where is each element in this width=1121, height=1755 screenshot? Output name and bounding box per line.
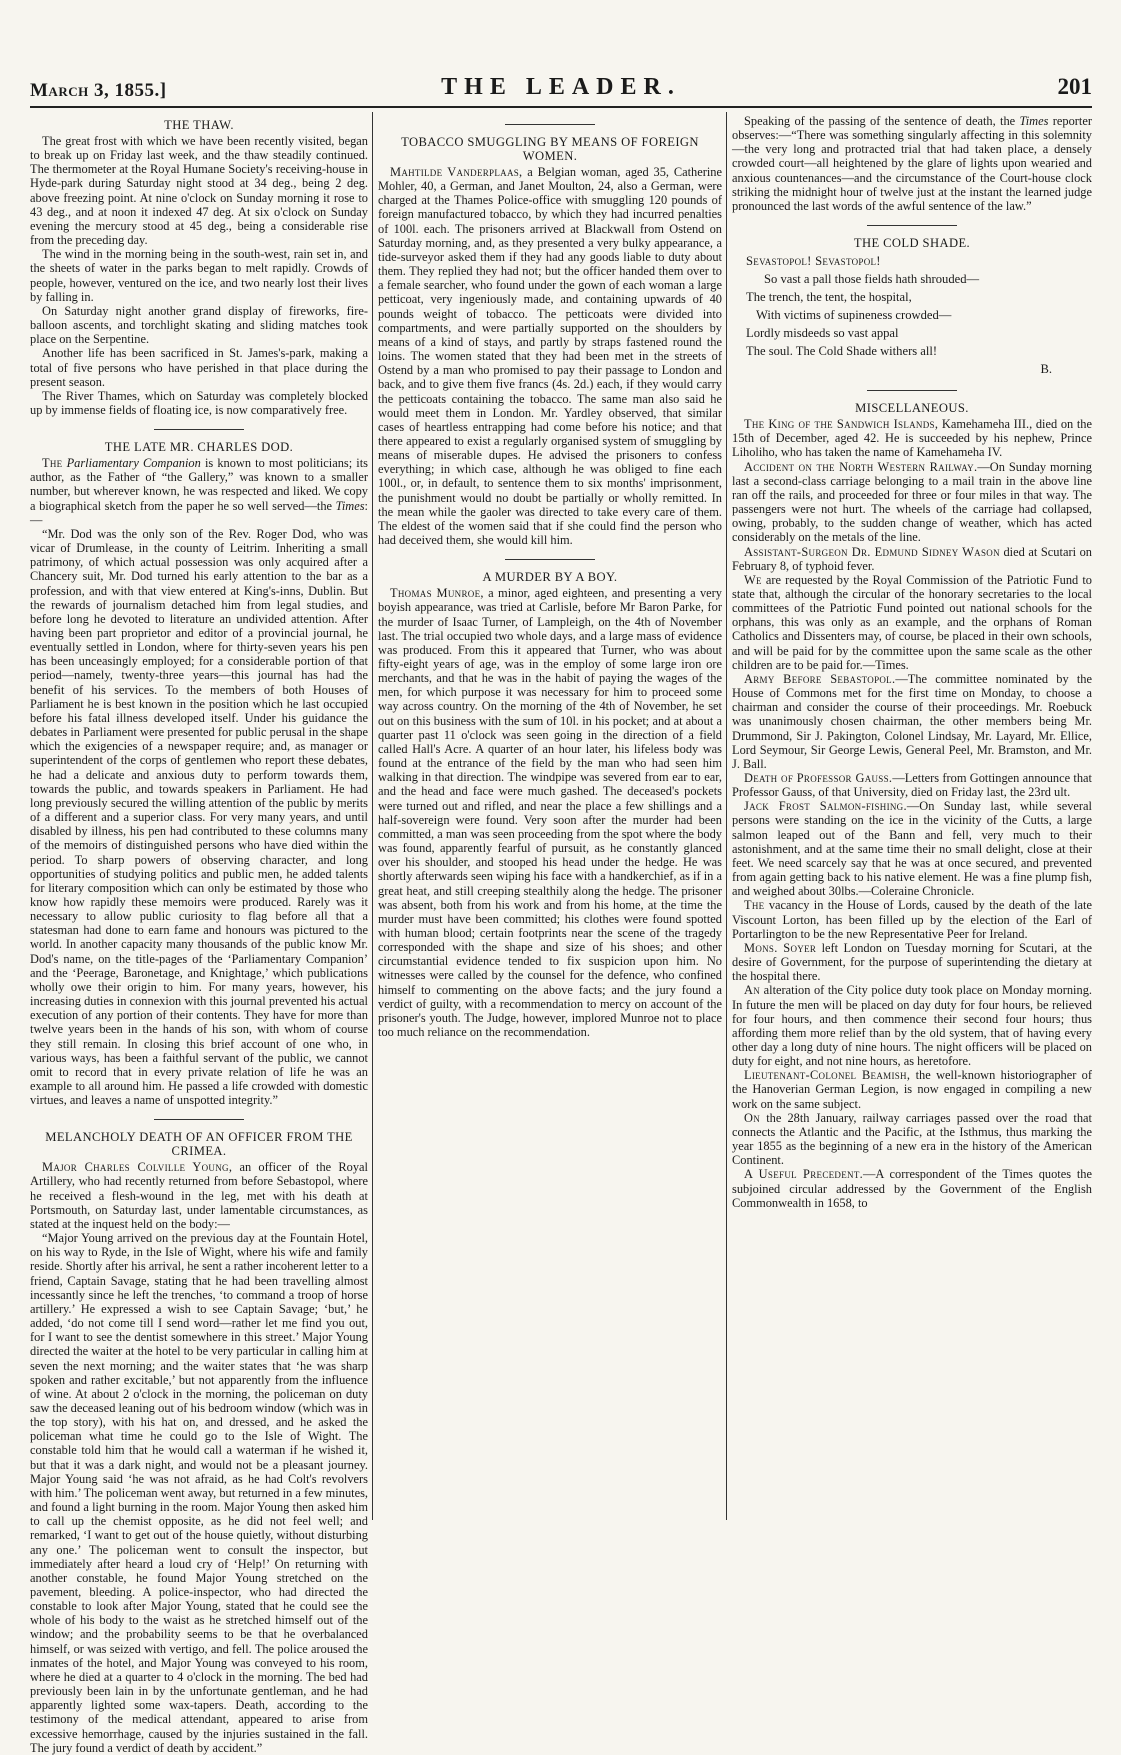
lead-text: Assistant-Surgeon Dr. Edmund Sidney Wason xyxy=(744,544,1000,559)
paragraph: The wind in the morning being in the south-west, rain set in, and the sheets of water in the parks began to melt rapidly. Crowds of people, however, ventured on the ice, and two nearly lost their lives by falling in. xyxy=(30,247,368,304)
misc-item xyxy=(732,898,1092,940)
body-text: —On Sunday last, while several persons were standing on the ice in the vicinity of the Cutts, a large salmon leaped out of the Bann and fell, very much to their astonishment, and at the same time their no small delight, close at their feet. We need scarcely say that he was at once secured, and prevented from again getting back to his native element. He was a fine plump fish, and weighed about 30lbs.—Coleraine Chronicle. xyxy=(732,799,1092,899)
poem-line: Sevastopol! Sevastopol! xyxy=(746,254,881,269)
body-text: —A correspondent of the Times quotes the subjoined circular addressed by the Government of the English Commonwealth in 1658, to xyxy=(732,1167,1092,1210)
header-rule xyxy=(30,106,1092,108)
body-text: are requested by the Royal Commission of the Patriotic Fund to state that, although the circular of the honorary secretaries to the local committees of the Patriotic Fund pointed out national schools for the orphans, this was only as an example, and the orphans of Roman Catholics and Dissenters may, of course, be placed in their own schools, and will be paid for by the committee upon the same scale as the other children are to be paid for.—Times. xyxy=(732,572,1092,672)
misc-item xyxy=(732,1068,1092,1110)
section-rule xyxy=(867,225,957,226)
lead-text: Major Charles Colville Young, xyxy=(42,1160,233,1175)
body-text: :— xyxy=(30,498,368,527)
issue-date: March 3, 1855.] xyxy=(30,80,167,101)
publication-name: Parliamentary Companion xyxy=(66,456,201,471)
section-rule xyxy=(154,429,244,430)
paragraph: The River Thames, which on Saturday was completely blocked up by immense fields of floating ice, is now comparatively free. xyxy=(30,388,368,417)
article-title-dod: THE LATE MR. CHARLES DOD. xyxy=(104,440,294,455)
paragraph: The great frost with which we have been recently visited, began to break up on Friday last week, and the thaw steadily continued. The thermometer at the Royal Humane Society's receiving-house in Hyde-park during Saturday night stood at 34 deg., being 2 deg. above freezing point. At nine o'clock on Sunday morning it rose to 43 deg., and at noon it indexed 47 deg. At six o'clock on Sunday evening the mercury stood at 45 deg., being a considerable rise from the preceding day. xyxy=(30,134,368,248)
section-rule xyxy=(505,559,595,560)
body-text: a minor, aged eighteen, and presenting a very boyish appearance, was tried at Carlisle, before Mr Baron Parke, for the murder of Isaac Turner, of Lampleigh, on the 4th of November last. The trial occupied two whole days, and a large mass of evidence was produced. From this it appeared that Turner, who was about fifty-eight years of age, was in the employ of some large iron ore merchants, and that he was in the habit of paying the wages of the men, for which purpose it was necessary for him to proceed some way across country. On the morning of the 4th of November, he set out on this business with the sum of 10l. in his pocket; and at about a quarter past 11 o'clock was seen going in the direction of a field called Hall's Acre. A quarter of an hour later, his lifeless body was found at the entrance of the field by the man who had seen him walking in that direction. The windpipe was severed from ear to ear, and the head and face were much gashed. The deceased's pockets were turned out and rifled, and near the place a few shillings and a half-sovereign were found. Very soon after the murder had been committed, a man was seen proceeding from the spot where the body was found, apparently fearful of pursuit, as he constantly glanced over his shoulder, and stooped his head under the hedge. He was shortly afterwards seen wiping his face with a handkerchief, as if in a great heat, and still creeping stealthily along the hedge. The prisoner was absent, both from his work and from his home, at the time the murder must have been committed; his clothes were found spotted with human blood; certain footprints near the scene of the tragedy corresponded with the shape and size of his shoes; and other circumstantial evidence tended to fix suspicion upon him. No witnesses were called by the counsel for the defence, who confined himself to commenting on the above facts; and the jury found a verdict of guilty, with a recommendation to mercy on account of the prisoner's youth. The Judge, however, implored Munroe not to place too much reliance on the recommendation. xyxy=(378,586,722,1040)
body-text: died at Scutari on February 8, of typhoid fever. xyxy=(732,544,1092,573)
lead-text: Mons. Soyer xyxy=(744,940,817,955)
body-text: an officer of the Royal Artillery, who had recently returned from before Sebastopol, where he received a flesh-wound in the leg, met with his death at Portsmouth, on Saturday last, under lamentable circumstances, as stated at the inquest held on the body:— xyxy=(30,1160,368,1231)
paragraph: “Mr. Dod was the only son of the Rev. Roger Dod, who was vicar of Drumlease, in the county of Leitrim. Inheriting a small patrimony, of which actual possession was only acquired after a Chancery suit, Mr. Dod turned his early attention to the bar as a profession, and with that view entered at King's-inns, Dublin. But the rewards of journalism detached him from legal studies, and before long he devoted to literature an undivided attention. After having been part proprietor and editor of a provincial journal, he eventually settled in London, where for thirty-seven years his pen has been unceasingly employed; for a considerable portion of that period—namely, twenty-three years—this journal has had the benefit of his services. To the members of both Houses of Parliament he is best known in the position which he last occupied before his fatal illness developed itself. Under his guidance the debates in Parliament were presented for public perusal in the shape which the exigencies of a newspaper require; and, as manager or superintendent of the corps of gentlemen who report these debates, he had a delicate and anxious duty to perform towards them, towards the public, and towards speakers in Parliament. He had long previously secured the willing attention of the public by merits of a different and a superior class. For very many years, and until disabled by illness, his pen had contributed to these columns many of the memoirs of distinguished persons who have died within the period. To sharp powers of observing character, and long opportunities of studying politics and public men, he added talents for literary composition which can only be estimated by those who know how rapidly these memoirs were produced. Rarely was it necessary to allow public curiosity to flag before all that a statesman had done to earn fame and honours was pictured to the world. In another capacity many thousands of the public know Mr. Dod's name, on the title-pages of the ‘Parliamentary Companion’ and the ‘Peerage, Baronetage, and Knightage,’ which publications wholly owe their origin to him. For many years, however, his increasing duties in connexion with this journal prevented his actual execution of any portion of their contents. They have for more than twelve years been in the hands of his son, with whom of course they still remain. In closing this brief account of one who, in various ways, has been a faithful servant of the public, we cannot omit to record that in every private relation of life he was an example to all around him. He passed a life crowded with domestic virtues, and leaves a name of unspotted integrity.” xyxy=(30,526,368,1108)
body-text: a Belgian woman, aged 35, Catherine Mohler, 40, a German, and Janet Moulton, 24, also a German, were charged at the Thames Police-office with smuggling 120 pounds of foreign manufactured tobacco, by which they had incurred penalties of 100l. each. The prisoners arrived at Blackwall from Ostend on Saturday morning, and, as they presented a very bulky appearance, a tide-surveyor asked them if they had any goods liable to duty about them. They replied they had not; but the officer handed them over to a female searcher, who found under the gown of each woman a large petticoat, very ingeniously made, and containing upwards of 40 pounds weight of tobacco. The petticoats were divided into compartments, and were partially supported on the shoulders by means of a kind of stays, and partly by straps fastened round the loins. The women stated that they had been met in the streets of Ostend by a man who promised to pay their passage to London and back, and to give them five francs (4s. 2d.) each, if they would carry the petticoats containing the tobacco. The same man also said he would meet them in London. Mr. Yardley observed, that similar cases of heartless entrapping had come before his notice; and that there appeared to exist a regularly organised system of smuggling by means of miserable dupes. He advised the prisoners to confess everything; in which case, although he was obliged to fine each 100l., or, in default, to sentence them to six months' imprisonment, the punishment would no doubt be partially or wholly remitted. In the mean while the gaoler was directed to take every care of them. The eldest of the women said that if she could find the person who had deceived them, she would kill him. xyxy=(378,165,722,548)
lead-text: Thomas Munroe, xyxy=(390,586,484,601)
body-text: reporter observes:—“There was something singularly affecting in this solemnity—the very long and protracted trial that had taken place, a densely crowded court—all heightened by the glare of lights upon wearied and anxious countenances—and the circumstance of the Court-house clock striking the midnight hour of twelve just at the instant the learned judge pronounced the last words of the awful sentence of the law.” xyxy=(732,114,1092,213)
lead-text: Accident on the North Western Railway. xyxy=(744,459,978,474)
paragraph xyxy=(732,114,1092,213)
lead-text: The xyxy=(42,456,63,471)
misc-item xyxy=(732,771,1092,799)
body-text: the well-known historiographer of the Hanoverian German Legion, is now engaged in compiling a new work on the same subject. xyxy=(732,1068,1092,1111)
misc-item xyxy=(732,1167,1092,1209)
misc-item xyxy=(732,941,1092,983)
page-header xyxy=(30,70,1092,104)
column-2 xyxy=(378,114,722,1519)
body-text: is known to most politicians; its author, as the Father of “the Gallery,” was known to a smaller number, but wherever known, he was respected and liked. We copy a biographical sketch from the paper he so well served—the xyxy=(30,456,368,513)
article-title-tobacco: TOBACCO SMUGGLING BY MEANS OF FOREIGN WOMEN. xyxy=(401,135,699,163)
section-rule xyxy=(505,124,595,125)
poem-title: THE COLD SHADE. xyxy=(853,236,971,251)
page-number: 201 xyxy=(1057,74,1092,99)
body-text: vacancy in the House of Lords, caused by the death of the late Viscount Lorton, has been filled up by the election of the Earl of Portarlington to be the new Representative Peer for Ireland. xyxy=(732,898,1092,941)
lead-text: On xyxy=(744,1110,761,1125)
misc-item xyxy=(732,460,1092,545)
body-text: Kamehameha III., died on the 15th of December, aged 42. He is succeeded by his nephew, Prince Liholiho, who has taken the name of Kamehameha IV. xyxy=(732,417,1093,460)
poem-signature: B. xyxy=(1040,362,1052,377)
article-title-thaw: THE THAW. xyxy=(164,118,234,132)
lead-text: The King of the Sandwich Islands, xyxy=(744,417,939,432)
masthead-title: THE LEADER. xyxy=(441,74,681,100)
column-1 xyxy=(30,114,369,1755)
publication-name: Times xyxy=(1019,114,1049,128)
article-title-murder: A MURDER BY A BOY. xyxy=(482,570,618,585)
lead-text: The xyxy=(744,898,765,913)
paragraph: Another life has been sacrificed in St. James's-park, making a total of five persons who have perished in that place during the present season. xyxy=(30,346,368,389)
poem-line: So vast a pall those fields hath shrouded— xyxy=(764,272,980,287)
poem-line: The soul. The Cold Shade withers all! xyxy=(746,344,938,359)
misc-item xyxy=(732,983,1092,1068)
column-divider xyxy=(726,112,727,1520)
body-text: —On Sunday morning last a second-class carriage belonging to a mail train in the above line ran off the rails, and proceeded for three or four miles in that way. The passengers were not hurt. The wheels of the carriage had collapsed, owing, probably, to the sudden change of weather, which has acted considerably on the metals of the line. xyxy=(732,459,1092,545)
body-text: alteration of the City police duty took place on Monday morning. In future the men will be placed on day duty for four hours, be relieved for four hours, and then commence their second four hours; thus affording them more relief than by the old system, that of having every other day a long duty of nine hours. The night officers will be placed on duty for eight, and not nine hours, as heretofore. xyxy=(732,983,1092,1069)
misc-item xyxy=(732,545,1092,573)
poem-line: With victims of supineness crowded— xyxy=(756,308,952,323)
column-divider xyxy=(372,112,373,1520)
section-rule xyxy=(867,390,957,391)
body-text: —The committee nominated by the House of Commons met for the first time on Monday, to choose a chairman and consider the course of their proceedings. Mr. Roebuck was unanimously chosen chairman, the other members being Mr. Drummond, Sir J. Pakington, Colonel Lindsay, Mr. Layard, Mr. Ellice, Lord Seymour, Sir George Lewis, General Peel, Mr. Bramston, and Mr. J. Ball. xyxy=(732,671,1092,771)
lead-text: Army Before Sebastopol. xyxy=(744,671,896,686)
paragraph xyxy=(30,456,368,527)
paragraph xyxy=(30,1160,368,1231)
misc-item xyxy=(732,573,1092,672)
column-3 xyxy=(732,114,1092,1519)
article-title-misc: MISCELLANEOUS. xyxy=(855,401,969,416)
body-text: the 28th January, railway carriages passed over the road that connects the Atlantic and the Pacific, at the Isthmus, thus marking the year 1855 as the beginning of a new era in the history of the American Continent. xyxy=(732,1110,1092,1168)
paragraph xyxy=(378,165,722,547)
body-text: left London on Tuesday morning for Scutari, at the desire of Government, for the purpose of superintending the dietary at the hospital there. xyxy=(732,940,1092,984)
poem-line: The trench, the tent, the hospital, xyxy=(746,290,912,305)
lead-text: Jack Frost Salmon-fishing. xyxy=(744,799,907,814)
lead-text: A Useful Precedent. xyxy=(744,1167,864,1182)
misc-item xyxy=(732,1111,1092,1168)
publication-name: Times xyxy=(335,498,365,513)
lead-text: Mahtilde Vanderplaas, xyxy=(390,165,523,179)
lead-text: Lieutenant-Colonel Beamish, xyxy=(744,1068,911,1083)
misc-item xyxy=(732,799,1092,898)
lead-text: An xyxy=(744,983,761,998)
poem xyxy=(746,252,1092,378)
paragraph: On Saturday night another grand display of fireworks, fire-balloon ascents, and torchlight skating and sliding matches took place on the Serpentine. xyxy=(30,303,368,347)
paragraph: “Major Young arrived on the previous day at the Fountain Hotel, on his way to Ryde, in the Isle of Wight, where his wife and family reside. Shortly after his arrival, he sent a rather incoherent letter to a friend, Captain Savage, stating that he had been travelling almost incessantly since he left the trenches, ‘to command a troop of horse artillery.’ He expressed a wish to see Captain Savage; ‘but,’ he added, ‘do not come till I send word—rather let me find you out, for I want to see the dentist somewhere in this street.’ Major Young directed the waiter at the hotel to be very particular in calling him at seven the next morning; and the waiter states that ‘he was sharp spoken and rather excitable,’ but not apparently from the influence of wine. At about 2 o'clock in the morning, the policeman on duty saw the deceased leaning out of his bedroom window (which was in the top story), with his hat on, and dressed, and he asked the policeman what time he could go to the Isle of Wight. The constable told him that he would call a waterman if he wished it, but that it was a dark night, and would not be a pleasant journey. Major Young said ‘he was not afraid, as he had Colt's revolvers with him.’ The policeman went away, but returned in a few minutes, and found a light burning in the room. Major Young then asked him to call up the chemist opposite, as he did not feel well; and remarked, ‘I want to get out of the house quietly, without disturbing any one.’ The policeman went to consult the inspector, but immediately after heard a loud cry of ‘Help!’ On returning with another constable, he found Major Young stretched on the pavement, bleeding. A police-inspector, who had directed the constable to look after Major Young, stated that he could see the whole of his body to the waist as he stretched himself out of the window; and the probability seems to be that he overbalanced himself, or was seized with vertigo, and fell. The police aroused the inmates of the hotel, and Major Young was conveyed to his room, where he died at a quarter to 4 o'clock in the morning. The bed had previously been lain in by the unfortunate gentleman, and he had apparently lighted some wax-tapers. Death, according to the testimony of the medical attendant, appeared to arise from excessive hemorrhage, caused by the injuries sustained in the fall. The jury found a verdict of death by accident.” xyxy=(30,1231,369,1755)
misc-item xyxy=(732,672,1092,771)
body-text: Speaking of the passing of the sentence of death, the xyxy=(744,114,1016,128)
article-title-crimea: MELANCHOLY DEATH OF AN OFFICER FROM THE CRIMEA. xyxy=(45,1130,353,1159)
poem-line: Lordly misdeeds so vast appal xyxy=(746,326,899,341)
misc-item xyxy=(732,417,1092,459)
lead-text: We xyxy=(744,572,762,587)
lead-text: Death of Professor Gauss. xyxy=(744,771,893,785)
paragraph xyxy=(378,586,722,1039)
section-rule xyxy=(154,1119,244,1120)
body-text: —Letters from Gottingen announce that Professor Gauss, of that University, died on Friday last, the 23rd ult. xyxy=(732,771,1092,800)
